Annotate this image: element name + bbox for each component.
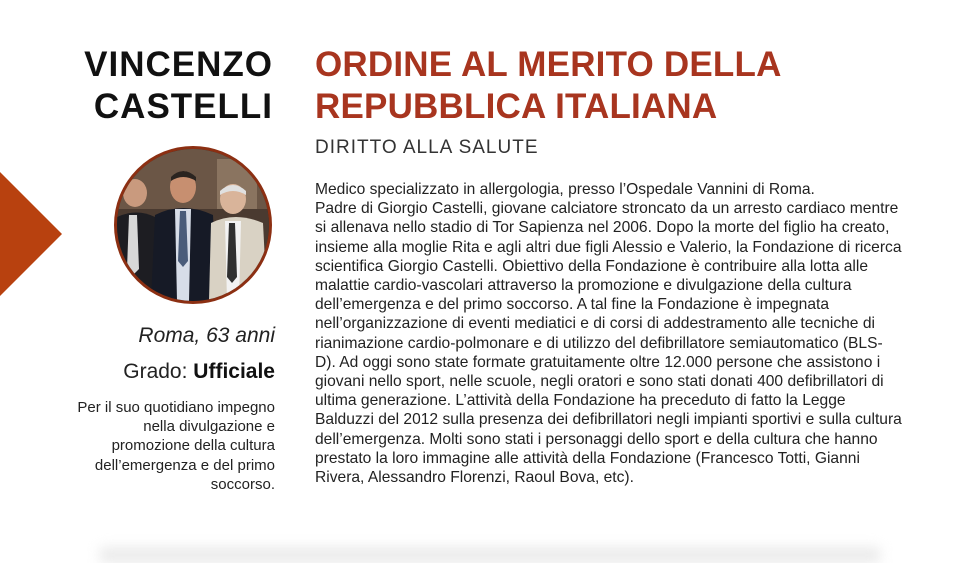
portrait-photo: [114, 146, 272, 304]
grade-line: [123, 360, 275, 384]
bio-line: prestato la loro immagine alle attività della Fondazione (Francesco Totti, Gianni: [315, 449, 860, 467]
motivation-line: dell’emergenza e del primo: [94, 456, 275, 474]
bio-line: Rivera, Alessandro Florenzi, Raoul Bova, etc).: [315, 469, 634, 487]
honor-title-line-1: ORDINE AL MERITO DELLA: [315, 45, 782, 84]
bio-line: giovani nello sport, nelle scuole, negli oratori e sono stati donati 400 defibrillatori di: [315, 373, 884, 391]
bio-line: scientifica Giorgio Castelli. Obiettivo della Fondazione è contribuire alla lotta alle: [315, 257, 868, 275]
motivation-line: promozione della cultura: [111, 437, 275, 455]
bio-line: D). Ad oggi sono state formate gratuitamente oltre 12.000 persone che assistono i: [315, 353, 881, 371]
motivation-line: nella divulgazione e: [143, 418, 275, 436]
motivation-line: Per il suo quotidiano impegno: [77, 399, 275, 416]
grade-value: Ufficiale: [193, 360, 275, 383]
portrait-illustration: [117, 149, 269, 301]
motivation-line: soccorso.: [210, 475, 275, 493]
bio-line: si allenava nello stadio di Tor Sapienza nel 2006. Dopo la morte del figlio ha creato,: [315, 219, 890, 237]
bio-line: Padre di Giorgio Castelli, giovane calciatore stroncato da un arresto cardiaco mentre: [315, 200, 899, 218]
honor-title: [315, 44, 935, 128]
bio-line: Balduzzi del 2012 sulla presenza dei defibrillatori negli impianti sportivi e sulla cultura: [315, 411, 902, 429]
bio-line: ultima generazione. L’attività della Fondazione ha preceduto di fatto la Legge: [315, 392, 846, 410]
page-bottom-shadow: [100, 547, 880, 563]
bio-line: dell’emergenza e del primo soccorso. A tal fine la Fondazione è impegnata: [315, 296, 830, 314]
biography-text: [315, 180, 965, 487]
honor-category: DIRITTO ALLA SALUTE: [315, 137, 539, 158]
grade-label: Grado:: [123, 360, 188, 383]
bio-line: insieme alla moglie Rita e agli altri due figli Alessio e Valerio, la Fondazione di ricerca: [315, 238, 902, 256]
place-and-age: Roma, 63 anni: [138, 324, 275, 347]
person-name-line-2: CASTELLI: [93, 87, 273, 126]
person-name: [33, 44, 273, 128]
bio-line: nell’organizzazione di eventi mediatici e di corsi di addestramento alle tecniche di: [315, 315, 875, 333]
decorative-arrow-shape: [0, 172, 62, 296]
honor-title-line-2: REPUBBLICA ITALIANA: [315, 87, 718, 126]
bio-line: rianimazione cardio-polmonare e di utilizzo del defibrillatore semiautomatico (BLS-: [315, 334, 883, 352]
person-name-line-1: VINCENZO: [84, 45, 273, 84]
bio-line: malattie cardio-vascolari attraverso la promozione e divulgazione della cultura: [315, 277, 852, 295]
bio-line: Medico specializzato in allergologia, presso l’Ospedale Vannini di Roma.: [315, 181, 815, 198]
motivation-text: [15, 398, 275, 494]
bio-line: dell’emergenza. Molti sono stati i personaggi dello sport e della cultura che hanno: [315, 430, 878, 448]
